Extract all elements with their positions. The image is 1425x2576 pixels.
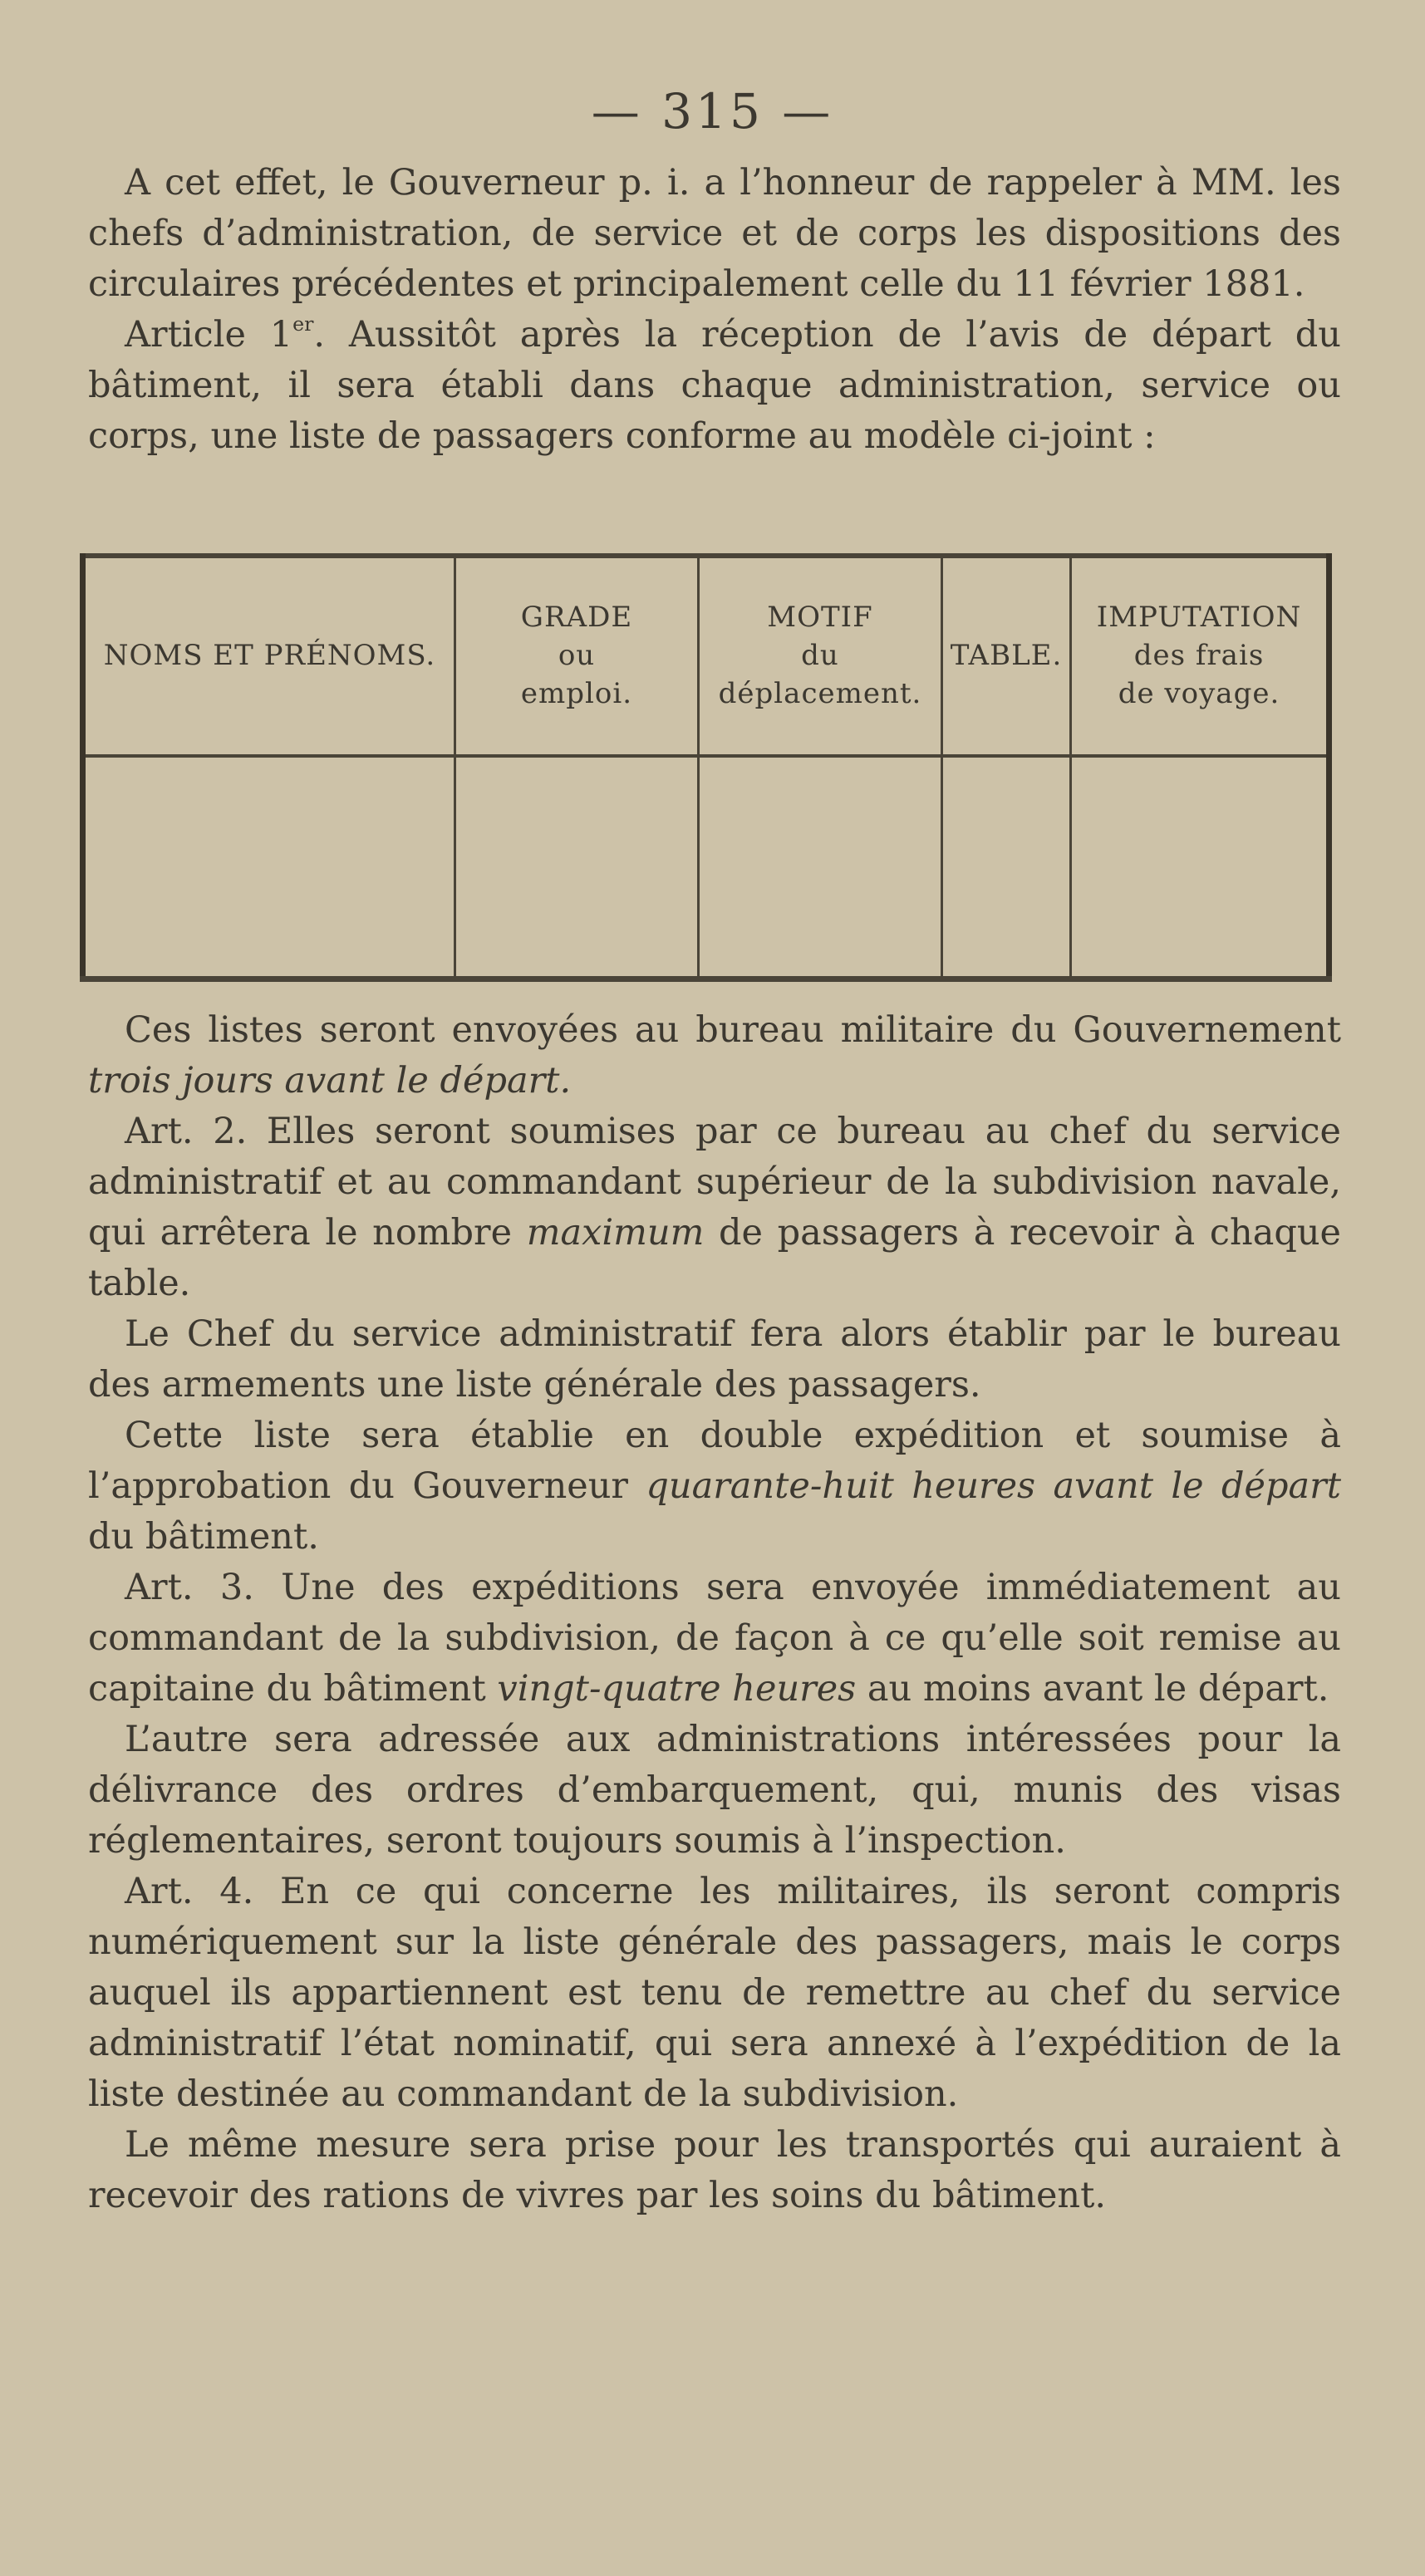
intro-section (88, 158, 1341, 462)
table-cell (83, 756, 455, 979)
body-section (88, 1005, 1341, 2221)
page-number: — 315 — (591, 83, 834, 140)
article-1-text: . Aussitôt après la réception de l’avis de départ du bâtiment, il sera établi dans chaque administration, service ou corps, une liste de passagers conforme au modèle ci-joint : (88, 314, 1341, 457)
table-cell (699, 756, 942, 979)
article-1-label: Article 1 (125, 314, 293, 356)
body-paragraph: Le même mesure sera prise pour les transportés qui auraient à recevoir des rations de vivres par les soins du bâtiment. (88, 2124, 1341, 2216)
col-header-names: NOMS ET PRÉNOMS. (83, 556, 455, 756)
article-4-paragraph: Art. 4. En ce qui concerne les militaires, ils seront compris numériquement sur la liste générale des passagers, mais le corps auquel ils appartiennent est tenu de remettre au chef du service administratif l’état nominatif, qui sera annexé à l’expédition de la liste destinée au commandant de la subdivision. (88, 1871, 1341, 2115)
col-header-imputation: IMPUTATION des frais de voyage. (1071, 556, 1329, 756)
body-paragraph: Le Chef du service administratif fera alors établir par le bureau des armements une liste générale des passagers. (88, 1313, 1341, 1406)
article-1-superscript: er (292, 312, 314, 336)
body-paragraph: Cette liste sera établie en double expédition et soumise à l’approbation du Gouverneur quarante-huit heures avant le départ du bâtiment. (88, 1415, 1341, 1558)
article-3-paragraph: Art. 3. Une des expéditions sera envoyée immédiatement au commandant de la subdivision, de façon à ce qu’elle soit remise au capitaine du bâtiment vingt-quatre heures au moins avant le départ. (88, 1567, 1341, 1710)
intro-paragraph: A cet effet, le Gouverneur p. i. a l’honneur de rappeler à MM. les chefs d’administration, de service et de corps les dispositions des circulaires précédentes et principalement celle du 11 février 1881. (88, 162, 1341, 305)
table-cell (1071, 756, 1329, 979)
passenger-list-model-table (80, 553, 1332, 982)
col-header-table: TABLE. (942, 556, 1071, 756)
table-cell (455, 756, 699, 979)
article-1-paragraph (88, 310, 1341, 462)
col-header-motif: MOTIF du déplacement. (699, 556, 942, 756)
table-cell (942, 756, 1071, 979)
table-row (83, 756, 1329, 979)
article-2-paragraph: Art. 2. Elles seront soumises par ce bureau au chef du service administratif et au commandant supérieur de la subdivision navale, qui arrêtera le nombre maximum de passagers à recevoir à chaque table. (88, 1111, 1341, 1304)
col-header-grade: GRADE ou emploi. (455, 556, 699, 756)
body-paragraph: Ces listes seront envoyées au bureau militaire du Gouvernement trois jours avant le départ. (88, 1009, 1341, 1102)
body-paragraph: L’autre sera adressée aux administrations intéressées pour la délivrance des ordres d’embarquement, qui, munis des visas réglementaires, seront toujours soumis à l’inspection. (88, 1719, 1341, 1862)
